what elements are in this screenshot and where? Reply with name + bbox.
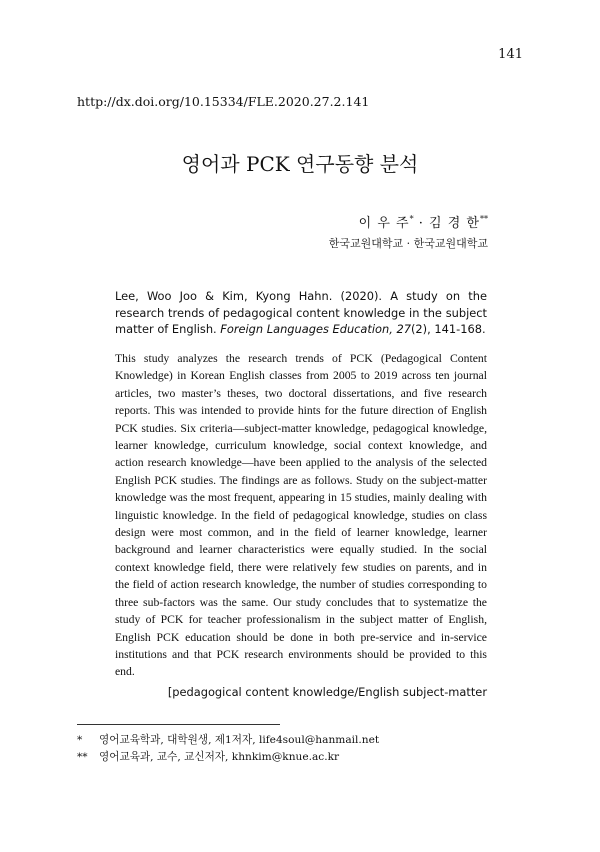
author-2-mark: **: [480, 214, 488, 224]
footnote-2-mark: **: [77, 751, 88, 763]
doi-link[interactable]: http://dx.doi.org/10.15334/FLE.2020.27.2.141: [77, 94, 370, 109]
footnote-divider: [77, 724, 280, 725]
page-number: 141: [498, 47, 523, 62]
footnote-1: [77, 732, 379, 749]
footnote-1-text: 영어교육학과, 대학원생, 제1저자, life4soul@hanmail.net: [99, 734, 380, 746]
footnote-1-mark: *: [77, 734, 83, 746]
author-1: 이 우 주: [358, 216, 410, 231]
affiliation: 한국교원대학교 · 한국교원대학교: [328, 237, 488, 250]
citation-text: Lee, Woo Joo & Kim, Kyong Hahn. (2020). A study on the research trends of pedagogical content knowledge in the subject matter of English.: [115, 289, 487, 337]
footnote-2: [77, 749, 379, 766]
author-1-mark: *: [409, 214, 414, 224]
keywords: [pedagogical content knowledge/English subject-matter: [167, 685, 487, 699]
abstract: This study analyzes the research trends of PCK (Pedagogical Content Knowledge) in Korean English classes from 2005 to 2019 across ten journal articles, two master’s theses, two doctoral dissertations, and five research reports. This was intended to provide hints for the future direction of English PCK studies. Six criteria—subject-matter knowledge, pedagogical knowledge, learner knowledge, curriculum knowledge, social context knowledge, and action research knowledge—have been applied to the analysis of the selected English PCK studies. The findings are as follows. Study on the subject-matter knowledge was the most frequent, appearing in 15 studies, mainly dealing with linguistic knowledge. In the field of pedagogical knowledge, studies on class design were most common, and in the field of learner knowledge, learner background and learner characteristics were equally studied. In the social context knowledge field, there were relatively few studies on parents, and in the field of action research knowledge, the number of studies corresponding to three sub-factors was the same. Our study concludes that to systematize the study of PCK for teacher professionalism in the subject matter of English, English PCK education should be done in both pre-service and in-service institutions and that PCK research environments should be provided to this end.: [115, 352, 487, 679]
citation-journal: Foreign Languages Education, 27: [220, 322, 411, 337]
paper-title: 영어과 PCK 연구동향 분석: [181, 152, 419, 176]
author-2: 김 경 한: [429, 216, 480, 231]
citation: [115, 288, 487, 338]
footnote-2-text: 영어교육과, 교수, 교신저자, khnkim@knue.ac.kr: [99, 751, 340, 763]
citation-issue-pages: (2), 141-168.: [410, 322, 486, 337]
author-line: [359, 212, 488, 231]
footnotes: [77, 732, 379, 766]
author-separator: ·: [418, 216, 424, 231]
